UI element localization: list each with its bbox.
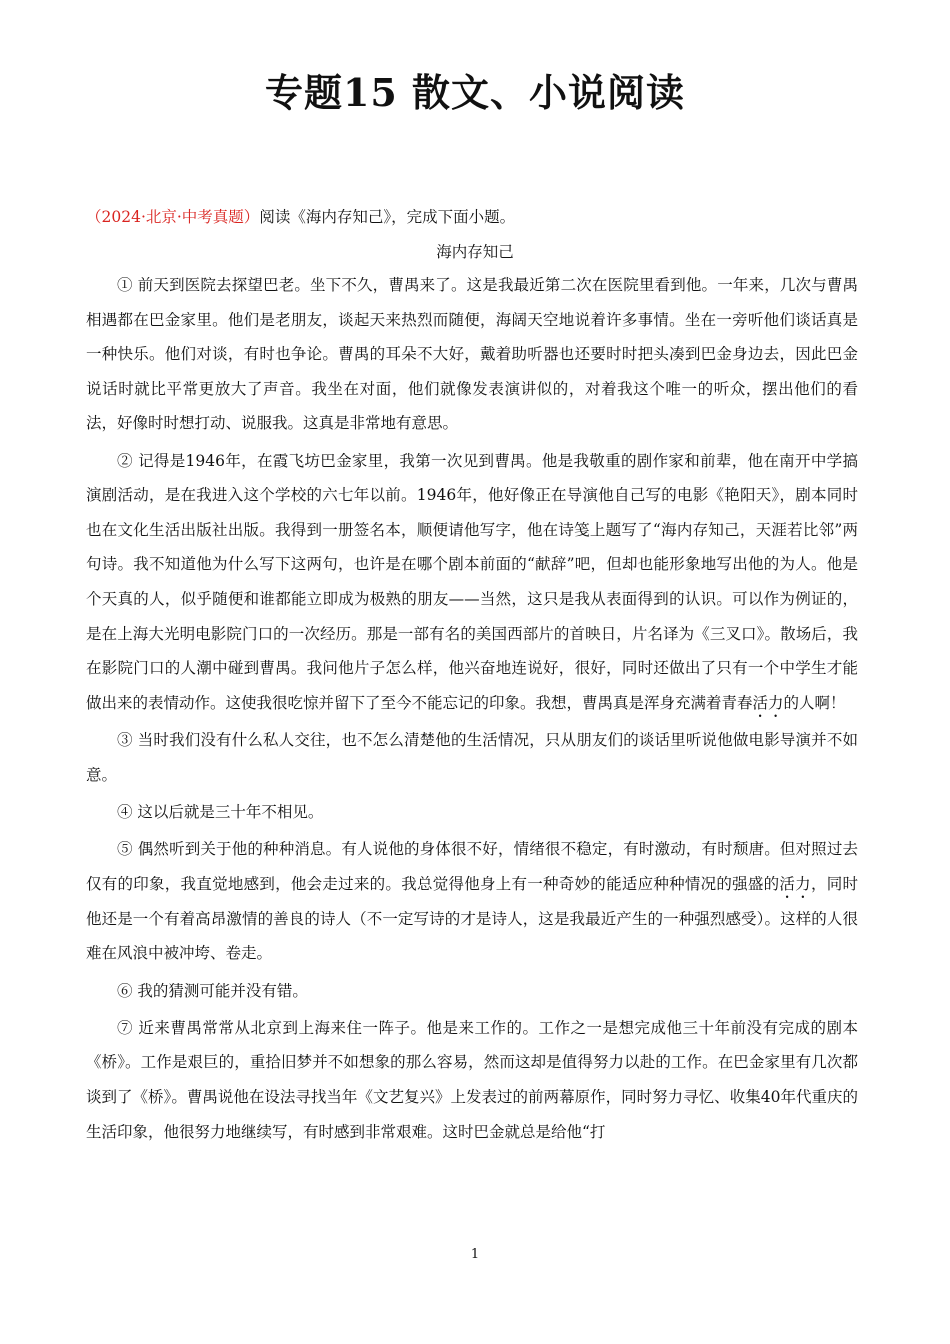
article-title: 海内存知己 [436, 243, 514, 261]
emphasized-word: 活力 [779, 874, 811, 893]
emphasized-word: 活力 [752, 693, 784, 712]
paragraph-5 [86, 832, 858, 971]
article-body [86, 268, 858, 1152]
paragraph-2 [86, 444, 858, 721]
instruction-text: 阅读《海内存知己》，完成下面小题。 [259, 208, 516, 226]
paragraph-5-text: ⑤ 偶然听到关于他的种种消息。有人说他的身体很不好，情绪很不稳定，有时激动，有时颓唐。但对照过去仅有的印象，我直觉地感到，他会走过来的。我总觉得他身上有一种奇妙的能适应种种情况的强盛的 [86, 840, 858, 893]
paragraph-2-tail: 的人啊！ [783, 693, 846, 712]
question-intro [86, 205, 866, 227]
paragraph-2-text: ② 记得是1946年，在霞飞坊巴金家里，我第一次见到曹禺。他是我敬重的剧作家和前辈，他在南开中学搞演剧活动，是在我进入这个学校的六七年以前。1946年，他好像正在导演他自己写的电影《艳阳天》，剧本同时也在文化生活出版社出版。我得到一册签名本，顺便请他写字，他在诗笺上题写了“海内存知己，天涯若比邻”两句诗。我不知道他为什么写下这两句，也许是在哪个剧本前面的“献辞”吧，但却也能形象地写出他的为人。他是个天真的人，似乎随便和谁都能立即成为极熟的朋友——当然，这只是我从表面得到的认识。可以作为例证的，是在上海大光明电影院门口的一次经历。那是一部有名的美国西部片的首映日，片名译为《三叉口》。散场后，我在影院门口的人潮中碰到曹禺。我问他片子怎么样，他兴奋地连说好，很好，同时还做出了只有一个中学生才能做出来的表情动作。这使我很吃惊并留下了至今不能忘记的印象。我想，曹禺真是浑身充满着青春 [86, 451, 858, 712]
page-title: 专题15 散文、小说阅读 [264, 70, 686, 115]
paragraph-6: ⑥ 我的猜测可能并没有错。 [117, 981, 308, 1000]
exam-source: （2024·北京·中考真题） [86, 208, 260, 226]
paragraph-1: ① 前天到医院去探望巴老。坐下不久，曹禺来了。这是我最近第二次在医院里看到他。一年来，几次与曹禺相遇都在巴金家里。他们是老朋友，谈起天来热烈而随便，海阔天空地说着许多事情。坐在一旁听他们谈话真是一种快乐。他们对谈，有时也争论。曹禺的耳朵不大好，戴着助听器也还要时时把头凑到巴金身边去，因此巴金说话时就比平常更放大了声音。我坐在对面，他们就像发表演讲似的，对着我这个唯一的听众，摆出他们的看法，好像时时想打动、说服我。这真是非常地有意思。 [86, 276, 858, 433]
paragraph-3: ③ 当时我们没有什么私人交往，也不怎么清楚他的生活情况，只从朋友们的谈话里听说他做电影导演并不如意。 [86, 731, 858, 784]
page-number: 1 [470, 1247, 480, 1262]
paragraph-7: ⑦ 近来曹禺常常从北京到上海来住一阵子。他是来工作的。工作之一是想完成他三十年前没有完成的剧本《桥》。工作是艰巨的，重拾旧梦并不如想象的那么容易，然而这却是值得努力以赴的工作。在巴金家里有几次都谈到了《桥》。曹禺说他在设法寻找当年《文艺复兴》上发表过的前两幕原作，同时努力寻忆、收集40年代重庆的生活印象，他很努力地继续写，有时感到非常艰难。这时巴金就总是给他“打 [86, 1018, 858, 1141]
paragraph-5-tail: ，同时他还是一个有着高昂激情的善良的诗人（不一定写诗的才是诗人，这是我最近产生的一种强烈感受）。这样的人很难在风浪中被冲垮、卷走。 [86, 874, 858, 963]
paragraph-4: ④ 这以后就是三十年不相见。 [117, 803, 324, 822]
